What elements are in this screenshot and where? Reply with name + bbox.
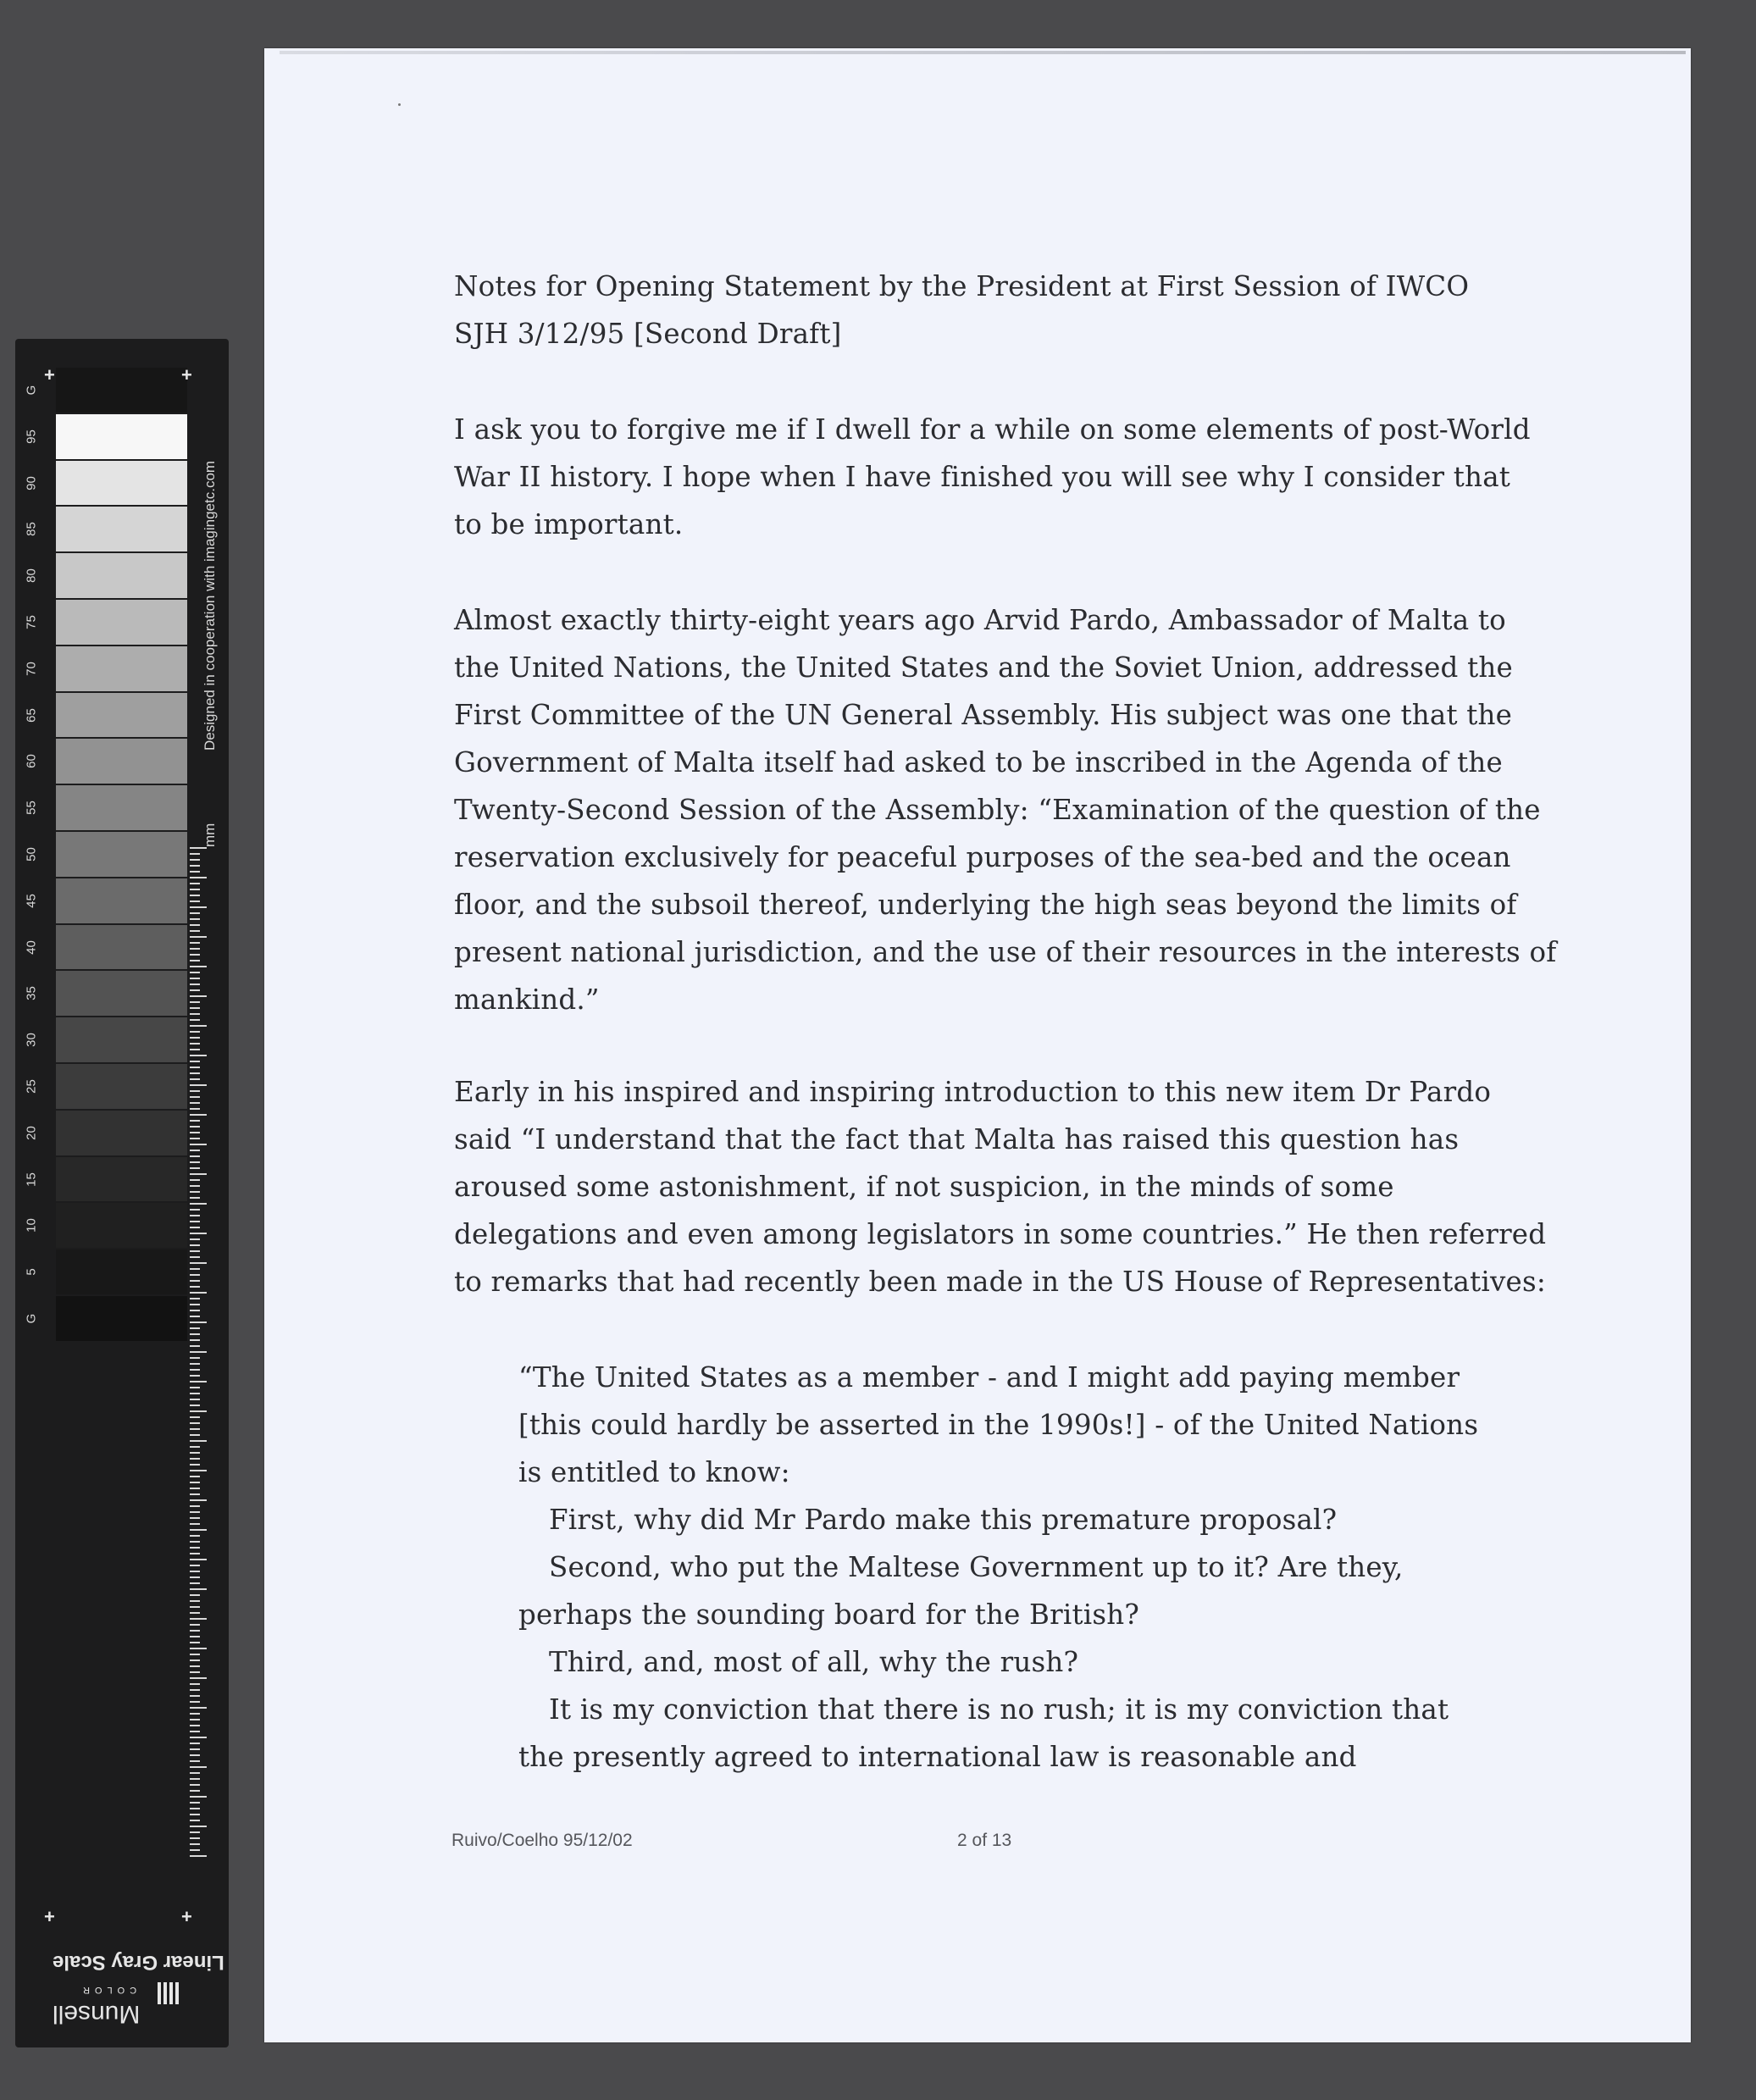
gray-label: 80 [24,568,39,584]
gray-label: 45 [24,893,39,908]
registration-mark: + [44,364,55,385]
gray-patch [56,1157,187,1202]
brand-sub: COLOR [78,1985,137,1995]
gray-patch [56,646,187,691]
gray-patch [56,414,187,459]
paragraph-line: said “I understand that the fact that Malta has raised this question has [454,1123,1460,1155]
page-edge [280,51,1686,54]
quote-line: the presently agreed to international law is reasonable and [518,1741,1357,1773]
gray-label: 55 [24,801,39,816]
gray-patch [56,461,187,506]
paragraph-line: Government of Malta itself had asked to be inscribed in the Agenda of the [454,746,1503,778]
paragraph-line: floor, and the subsoil thereof, underlying the high seas beyond the limits of [454,889,1517,921]
paragraph-line: present national jurisdiction, and the use of their resources in the interests of [454,936,1557,968]
gray-label: 65 [24,707,39,723]
brand-name: Munsell [53,2000,141,2028]
gray-label: 15 [24,1172,39,1187]
header-draft: SJH 3/12/95 [Second Draft] [454,318,842,350]
gray-label: 85 [24,522,39,537]
gray-label: 70 [24,661,39,676]
gray-label: 30 [24,1033,39,1048]
gray-patch [56,507,187,551]
paragraph-line: First Committee of the UN General Assembly. His subject was one that the [454,699,1513,731]
quote-line: Second, who put the Maltese Government up to it? Are they, [549,1551,1404,1583]
quote-line: First, why did Mr Pardo make this premature proposal? [549,1504,1338,1536]
munsell-logo-icon [158,1982,180,2004]
gray-label: 20 [24,1125,39,1140]
gray-patch [56,1296,187,1341]
gray-patch [56,1064,187,1109]
gray-label: 35 [24,986,39,1001]
paragraph-line: mankind.” [454,984,600,1016]
gray-patch [56,600,187,645]
gray-label: 50 [24,847,39,862]
gray-label: 40 [24,939,39,955]
paragraph-line: delegations and even among legislators in some countries.” He then referred [454,1218,1547,1250]
gray-label: G [24,385,39,396]
footer-author: Ruivo/Coelho 95/12/02 [451,1831,633,1850]
registration-mark: + [181,1906,192,1927]
gray-label: 60 [24,754,39,769]
page-number: 2 of 13 [957,1831,1012,1850]
paragraph-line: to remarks that had recently been made in the US House of Representatives: [454,1266,1546,1298]
gray-patch [56,925,187,970]
gray-patch [56,553,187,598]
gray-patch [56,971,187,1016]
paragraph-line: aroused some astonishment, if not suspicion, in the minds of some [454,1171,1394,1203]
gray-patch [56,878,187,923]
paragraph-line: I ask you to forgive me if I dwell for a while on some elements of post-World [454,413,1531,446]
quote-line: [this could hardly be asserted in the 1990s!] - of the United Nations [518,1409,1479,1441]
paper-speck [398,103,401,106]
gray-label: 95 [24,429,39,444]
scale-title: Linear Gray Scale [53,1951,224,1974]
gray-label: G [24,1313,39,1324]
paragraph-line: War II history. I hope when I have finished you will see why I consider that [454,461,1511,493]
paragraph-line: Early in his inspired and inspiring introduction to this new item Dr Pardo [454,1076,1492,1108]
paragraph-line: Almost exactly thirty-eight years ago Arvid Pardo, Ambassador of Malta to [454,604,1506,636]
registration-mark: + [44,1906,55,1927]
gray-label: 90 [24,475,39,490]
gray-label: 10 [24,1218,39,1233]
ruler-unit: mm [202,823,218,847]
quote-line: Third, and, most of all, why the rush? [549,1646,1079,1678]
paragraph-line: Twenty-Second Session of the Assembly: “Examination of the question of the [454,794,1541,826]
gray-patch [56,832,187,877]
header-title: Notes for Opening Statement by the President at First Session of IWCO [454,270,1470,302]
gray-label: 75 [24,615,39,629]
designed-text: Designed in cooperation with imagingetc.com [202,460,218,751]
paragraph-line: reservation exclusively for peaceful purposes of the sea-bed and the ocean [454,841,1511,873]
paragraph-line: to be important. [454,508,684,540]
quote-line: “The United States as a member - and I might add paying member [518,1361,1460,1394]
gray-patch [56,739,187,784]
paragraph-line: the United Nations, the United States and the Soviet Union, addressed the [454,651,1513,684]
quote-line: perhaps the sounding board for the British? [518,1599,1139,1631]
gray-patch [56,1249,187,1294]
gray-patch [56,785,187,830]
gray-label: 25 [24,1079,39,1094]
gray-patch [56,693,187,738]
gray-patch [56,1203,187,1248]
mm-ruler-ticks [190,847,208,1860]
gray-patch [56,1111,187,1155]
quote-line: is entitled to know: [518,1456,790,1488]
gray-patch [56,368,187,413]
quote-line: It is my conviction that there is no rush; it is my conviction that [549,1693,1449,1726]
gray-patch [56,1017,187,1062]
gray-label: 5 [24,1268,39,1276]
registration-mark: + [181,364,192,385]
